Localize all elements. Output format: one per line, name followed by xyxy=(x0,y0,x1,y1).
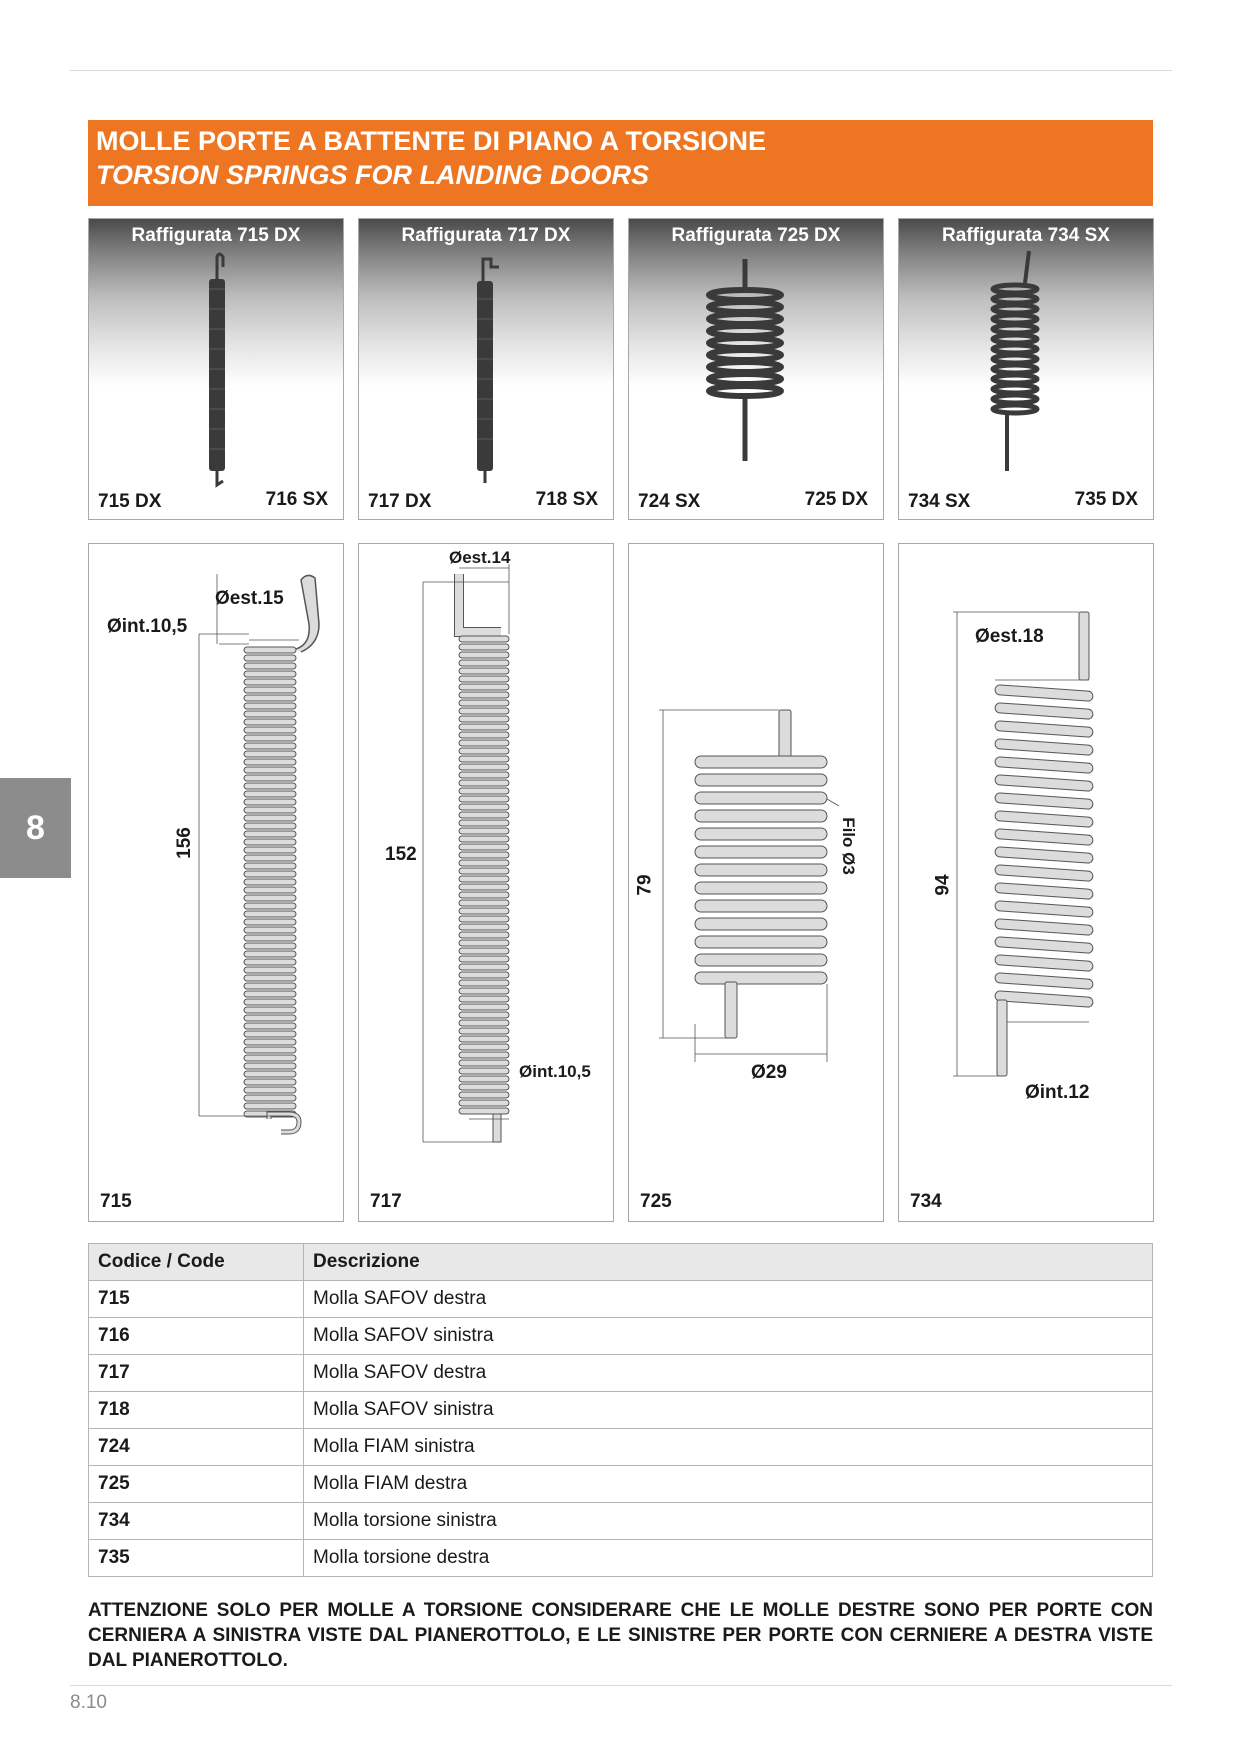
photo-code-left: 717 DX xyxy=(368,491,432,512)
cell-code: 716 xyxy=(89,1318,304,1355)
title-english: TORSION SPRINGS FOR LANDING DOORS xyxy=(96,160,650,190)
drawing-code: 734 xyxy=(910,1191,942,1212)
drawing-code: 717 xyxy=(370,1191,402,1212)
photo-caption: Raffigurata 734 SX xyxy=(942,225,1110,246)
photo-code-right: 735 DX xyxy=(1074,489,1138,510)
cell-description: Molla FIAM sinistra xyxy=(304,1429,1153,1466)
product-table xyxy=(88,1243,1153,1577)
cell-description: Molla SAFOV destra xyxy=(304,1355,1153,1392)
cell-code: 718 xyxy=(89,1392,304,1429)
column-header-description: Descrizione xyxy=(304,1244,1153,1281)
length-label: 79 xyxy=(634,874,656,896)
section-tab[interactable]: 8 xyxy=(0,778,71,878)
table-row xyxy=(89,1281,1153,1318)
table-row xyxy=(89,1503,1153,1540)
table-row xyxy=(89,1540,1153,1577)
drawing-card-717 xyxy=(358,543,614,1222)
photo-code-left: 734 SX xyxy=(908,491,971,512)
cell-description: Molla FIAM destra xyxy=(304,1466,1153,1503)
inner-diameter-label: Øint.10,5 xyxy=(519,1062,591,1081)
cell-code: 734 xyxy=(89,1503,304,1540)
column-header-code: Codice / Code xyxy=(89,1244,304,1281)
spring-photo-715-icon xyxy=(89,219,345,521)
warning-notice: ATTENZIONE SOLO PER MOLLE A TORSIONE CONSIDERARE CHE LE MOLLE DESTRE SONO PER PORTE CON CERNIERA A SINISTRA VISTE DAL PIANEROTTOLO, E LE SINISTRE PER PORTE CON CERNIERE A DESTRA VISTE DAL PIANEROTTOLO. xyxy=(88,1600,1153,1671)
spring-photo-725-icon xyxy=(629,219,885,521)
spring-photo-734-icon xyxy=(899,219,1155,521)
cell-code: 724 xyxy=(89,1429,304,1466)
drawing-card-734 xyxy=(898,543,1154,1222)
spring-drawing-725-icon xyxy=(629,544,885,1223)
top-rule xyxy=(70,70,1172,71)
page-number: 8.10 xyxy=(70,1692,107,1713)
table-row xyxy=(89,1355,1153,1392)
table-row xyxy=(89,1392,1153,1429)
table-header-row xyxy=(89,1244,1153,1281)
spring-drawing-715-icon xyxy=(89,544,345,1223)
photo-card-734 xyxy=(898,218,1154,520)
drawing-card-715 xyxy=(88,543,344,1222)
drawing-code: 725 xyxy=(640,1191,672,1212)
outer-diameter-label: Øest.14 xyxy=(449,548,511,567)
bottom-rule xyxy=(70,1685,1172,1686)
photo-code-right: 718 SX xyxy=(535,489,598,510)
drawing-code: 715 xyxy=(100,1191,132,1212)
table-row xyxy=(89,1318,1153,1355)
photo-caption: Raffigurata 715 DX xyxy=(131,225,301,246)
photo-caption: Raffigurata 725 DX xyxy=(671,225,841,246)
table-row xyxy=(89,1466,1153,1503)
cell-description: Molla SAFOV sinistra xyxy=(304,1392,1153,1429)
outer-diameter-label: Øest.15 xyxy=(215,588,284,609)
photo-caption: Raffigurata 717 DX xyxy=(401,225,571,246)
photo-code-left: 715 DX xyxy=(98,491,162,512)
photo-code-right: 716 SX xyxy=(265,489,328,510)
photo-card-717 xyxy=(358,218,614,520)
outer-diameter-label: Øest.18 xyxy=(975,626,1044,647)
title-bar xyxy=(88,120,1153,206)
cell-description: Molla SAFOV sinistra xyxy=(304,1318,1153,1355)
photo-code-left: 724 SX xyxy=(638,491,701,512)
length-label: 156 xyxy=(173,827,195,859)
drawing-card-725 xyxy=(628,543,884,1222)
cell-description: Molla torsione destra xyxy=(304,1540,1153,1577)
spring-photo-717-icon xyxy=(359,219,615,521)
spring-drawing-717-icon xyxy=(359,544,615,1223)
cell-code: 735 xyxy=(89,1540,304,1577)
cell-code: 725 xyxy=(89,1466,304,1503)
inner-diameter-label: Øint.12 xyxy=(1025,1082,1090,1103)
inner-diameter-label: Øint.10,5 xyxy=(107,616,188,637)
length-label: 152 xyxy=(385,844,417,865)
photo-card-715 xyxy=(88,218,344,520)
cell-code: 717 xyxy=(89,1355,304,1392)
photo-card-725 xyxy=(628,218,884,520)
photo-code-right: 725 DX xyxy=(804,489,868,510)
cell-code: 715 xyxy=(89,1281,304,1318)
length-label: 94 xyxy=(932,874,954,896)
table-row xyxy=(89,1429,1153,1466)
cell-description: Molla SAFOV destra xyxy=(304,1281,1153,1318)
outer-diameter-label: Ø29 xyxy=(751,1062,787,1083)
wire-diameter-label: Filo Ø3 xyxy=(838,817,858,875)
title-italian: MOLLE PORTE A BATTENTE DI PIANO A TORSIONE xyxy=(96,126,767,156)
cell-description: Molla torsione sinistra xyxy=(304,1503,1153,1540)
